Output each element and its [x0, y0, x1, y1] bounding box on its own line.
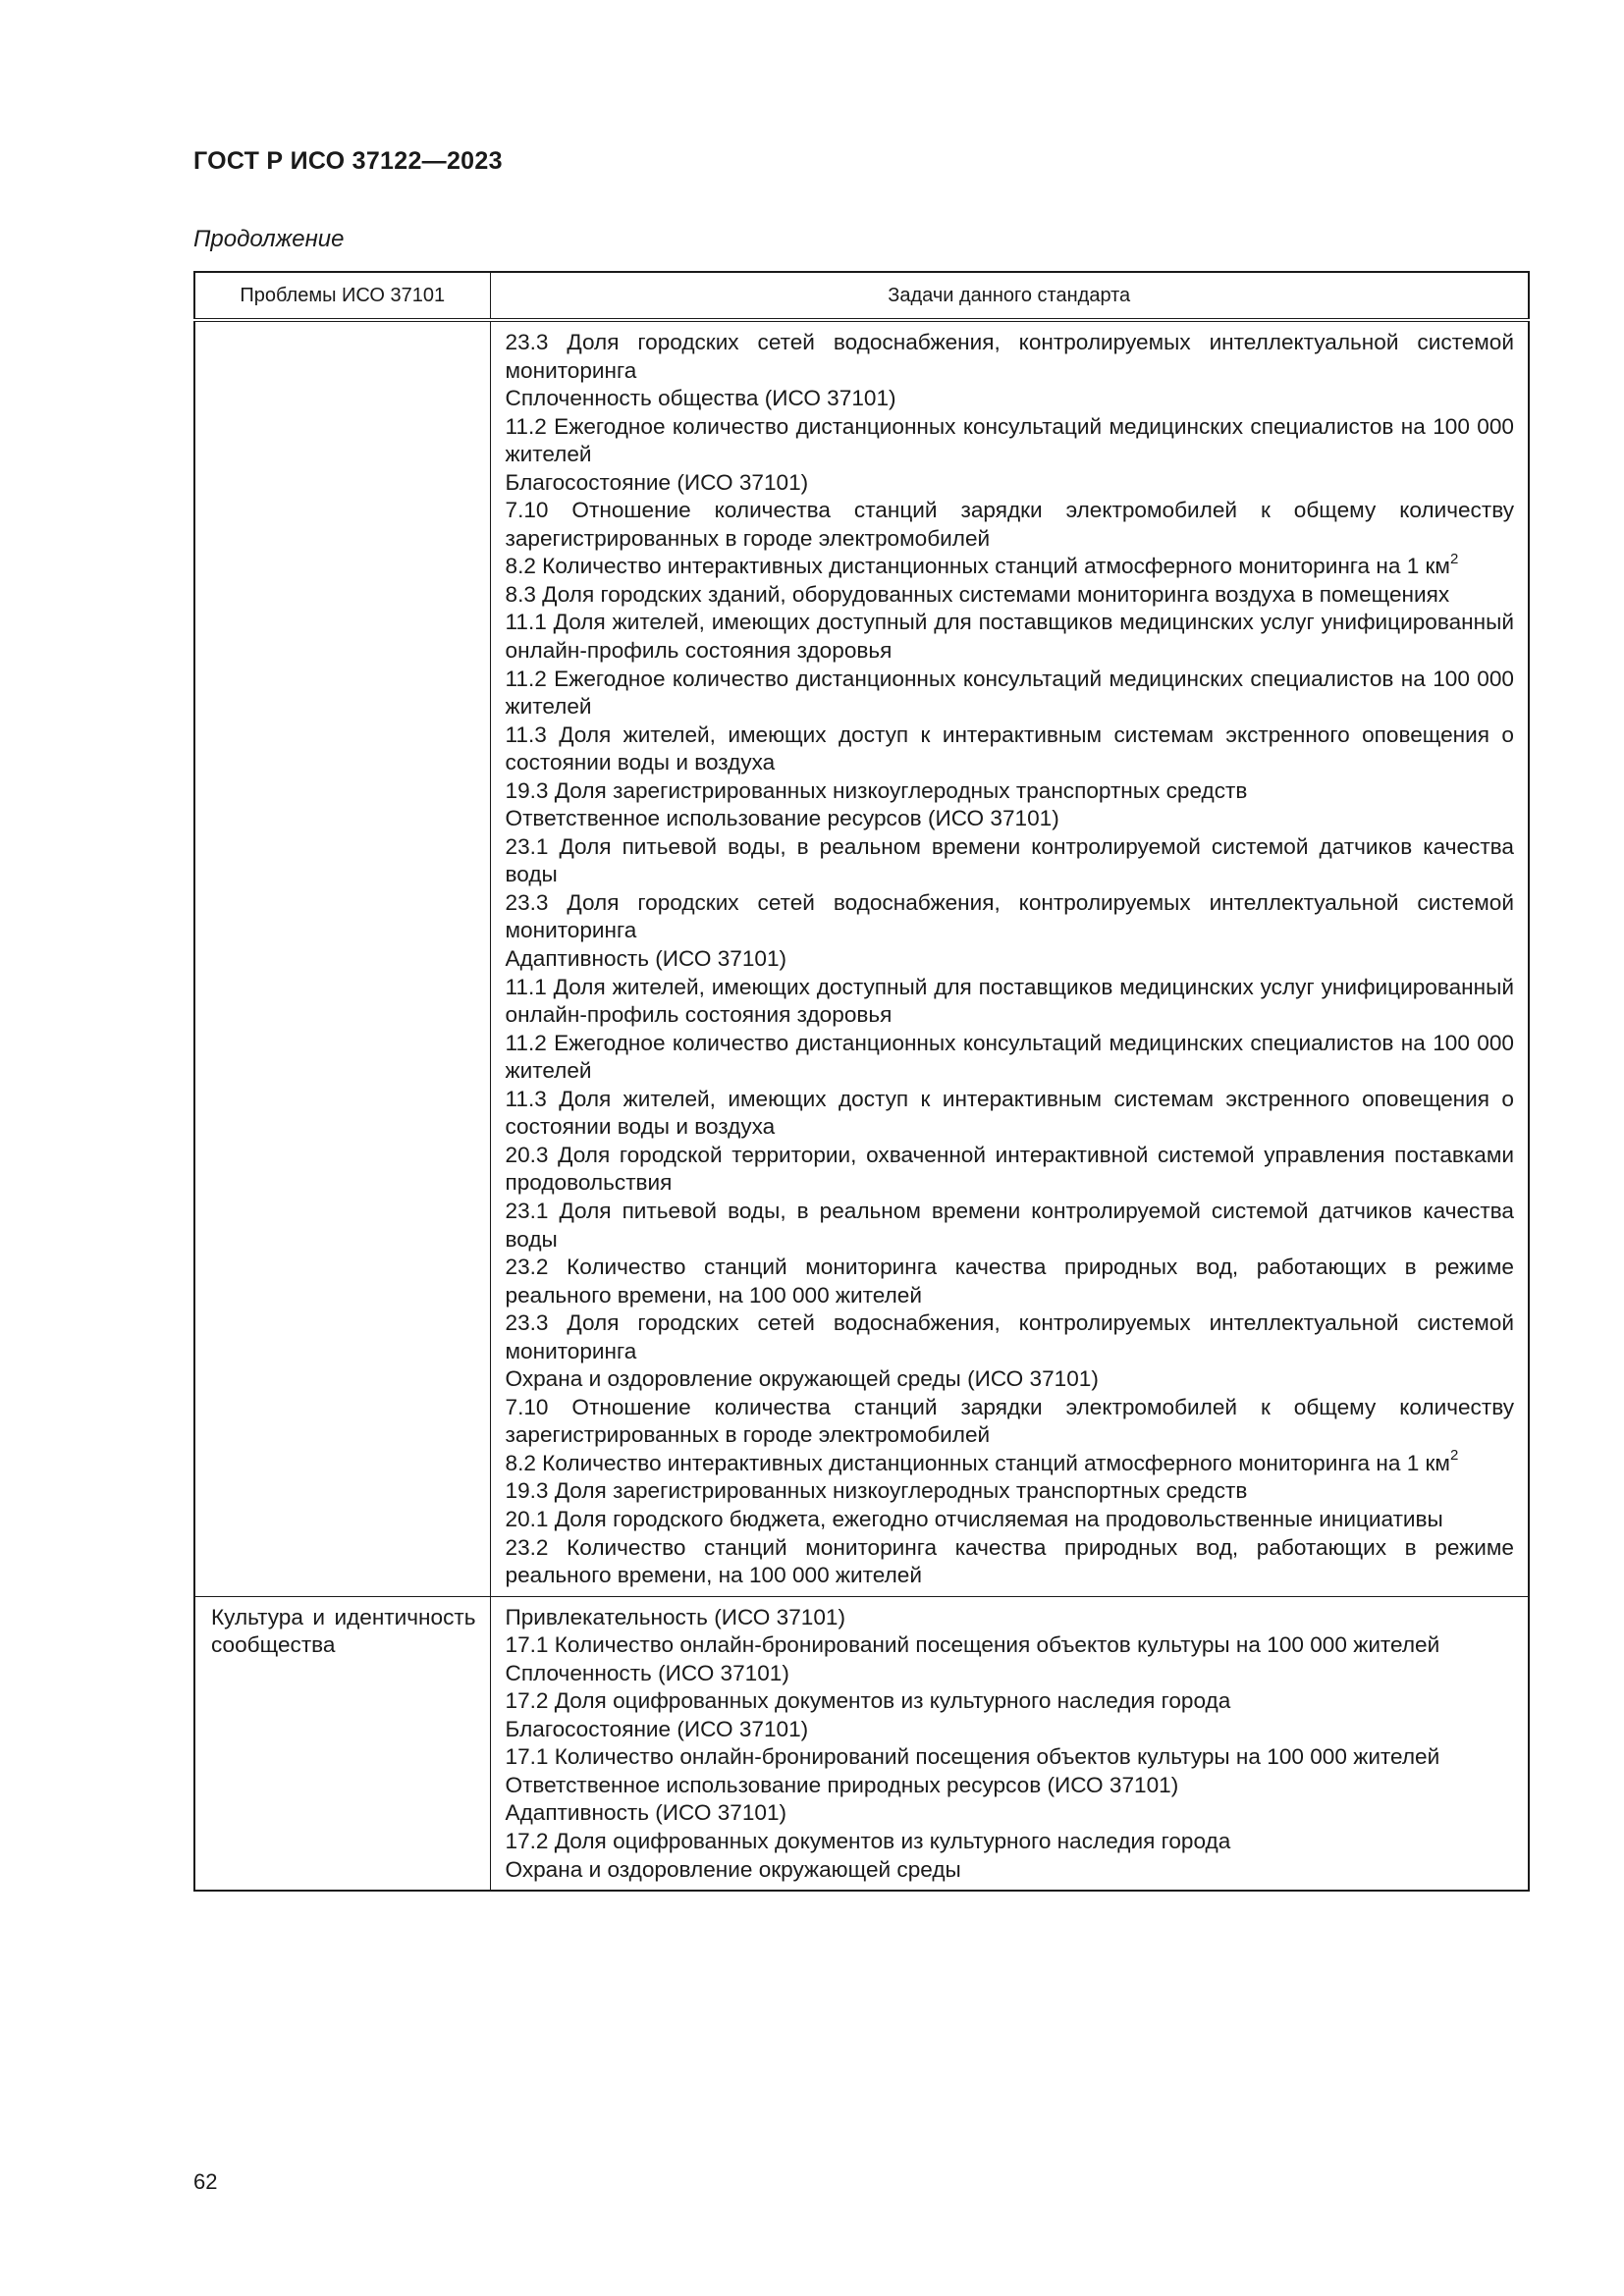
- task-entry: 19.3 Доля зарегистрированных низкоуглеродных транспортных средств: [505, 1478, 1248, 1504]
- task-entry: 23.1 Доля питьевой воды, в реальном времени контролируемой системой датчиков качества воды: [505, 833, 1514, 887]
- task-entry: 11.2 Ежегодное количество дистанционных консультаций медицинских специалистов на 100 000 жителей: [505, 666, 1514, 720]
- continuation-label: Продолжение: [193, 226, 345, 252]
- issue-cell: Культура и идентичность сообщества: [194, 1596, 490, 1891]
- task-entry: Благосостояние (ИСО 37101): [505, 1716, 809, 1741]
- task-entry: 19.3 Доля зарегистрированных низкоуглеродных транспортных средств: [505, 777, 1248, 803]
- task-entry: 23.2 Количество станций мониторинга качества природных вод, работающих в режиме реального времени, на 100 000 жителей: [505, 1534, 1514, 1588]
- task-entry: Охрана и оздоровление окружающей среды (ИСО 37101): [505, 1366, 1099, 1392]
- issue-cell: [194, 320, 490, 1596]
- table-header-row: [194, 272, 1529, 320]
- table-row: [194, 320, 1529, 1596]
- table-row: [194, 1596, 1529, 1891]
- task-entry: Привлекательность (ИСО 37101): [505, 1604, 845, 1629]
- task-entry: 7.10 Отношение количества станций зарядки электромобилей к общему количеству зарегистрированных в городе электромобилей: [505, 498, 1514, 551]
- task-entry: 23.2 Количество станций мониторинга качества природных вод, работающих в режиме реального времени, на 100 000 жителей: [505, 1255, 1514, 1308]
- task-entry: Охрана и оздоровление окружающей среды: [505, 1856, 961, 1882]
- task-entry: Благосостояние (ИСО 37101): [505, 469, 809, 495]
- task-entry: 11.3 Доля жителей, имеющих доступ к интерактивным системам экстренного оповещения о состоянии воды и воздуха: [505, 1086, 1514, 1140]
- task-entry: 20.3 Доля городской территории, охваченной интерактивной системой управления поставками продовольствия: [505, 1142, 1514, 1196]
- page-number: 62: [193, 2169, 218, 2194]
- tasks-cell: [490, 1596, 1529, 1891]
- task-entry: 17.1 Количество онлайн-бронирований посещения объектов культуры на 100 000 жителей: [505, 1632, 1440, 1658]
- task-entry: 23.3 Доля городских сетей водоснабжения, контролируемых интеллектуальной системой мониторинга: [505, 330, 1514, 383]
- column-header-tasks: Задачи данного стандарта: [490, 272, 1529, 320]
- task-entry: 17.2 Доля оцифрованных документов из культурного наследия города: [505, 1828, 1231, 1853]
- task-entry: 23.3 Доля городских сетей водоснабжения, контролируемых интеллектуальной системой мониторинга: [505, 889, 1514, 943]
- table-body: [194, 320, 1529, 1891]
- task-entry: 23.3 Доля городских сетей водоснабжения, контролируемых интеллектуальной системой мониторинга: [505, 1310, 1514, 1363]
- task-entry: 11.2 Ежегодное количество дистанционных консультаций медицинских специалистов на 100 000 жителей: [505, 1030, 1514, 1084]
- task-entry: Сплоченность общества (ИСО 37101): [505, 386, 896, 411]
- task-entry: 11.1 Доля жителей, имеющих доступный для поставщиков медицинских услуг унифицированный онлайн-профиль состояния здоровья: [505, 610, 1514, 664]
- task-entry: Адаптивность (ИСО 37101): [505, 1800, 787, 1826]
- task-entry: 8.2 Количество интерактивных дистанционных станций атмосферного мониторинга на 1 $км^2$: [505, 1447, 1459, 1475]
- task-entry: 23.1 Доля питьевой воды, в реальном времени контролируемой системой датчиков качества воды: [505, 1198, 1514, 1252]
- task-entry: 20.1 Доля городского бюджета, ежегодно отчисляемая на продовольственные инициативы: [505, 1506, 1443, 1531]
- task-entry: 17.2 Доля оцифрованных документов из культурного наследия города: [505, 1688, 1231, 1714]
- task-entry: Ответственное использование ресурсов (ИСО 37101): [505, 806, 1059, 831]
- task-entry: 17.1 Количество онлайн-бронирований посещения объектов культуры на 100 000 жителей: [505, 1744, 1440, 1770]
- task-entry: 7.10 Отношение количества станций зарядки электромобилей к общему количеству зарегистрированных в городе электромобилей: [505, 1394, 1514, 1448]
- task-entry: 8.3 Доля городских зданий, оборудованных системами мониторинга воздуха в помещениях: [505, 581, 1450, 607]
- tasks-cell: [490, 320, 1529, 1596]
- column-header-issues: Проблемы ИСО 37101: [194, 272, 490, 320]
- standards-table: [193, 271, 1530, 1892]
- document-code: ГОСТ Р ИСО 37122—2023: [193, 147, 503, 175]
- task-entry: 11.1 Доля жителей, имеющих доступный для поставщиков медицинских услуг унифицированный онлайн-профиль состояния здоровья: [505, 974, 1514, 1028]
- task-entry: 8.2 Количество интерактивных дистанционных станций атмосферного мониторинга на 1 $км^2$: [505, 550, 1459, 579]
- task-entry: 11.3 Доля жителей, имеющих доступ к интерактивным системам экстренного оповещения о состоянии воды и воздуха: [505, 721, 1514, 775]
- task-entry: Ответственное использование природных ресурсов (ИСО 37101): [505, 1772, 1179, 1797]
- task-entry: 11.2 Ежегодное количество дистанционных консультаций медицинских специалистов на 100 000 жителей: [505, 413, 1514, 467]
- task-entry: Сплоченность (ИСО 37101): [505, 1660, 789, 1685]
- task-entry: Адаптивность (ИСО 37101): [505, 946, 787, 972]
